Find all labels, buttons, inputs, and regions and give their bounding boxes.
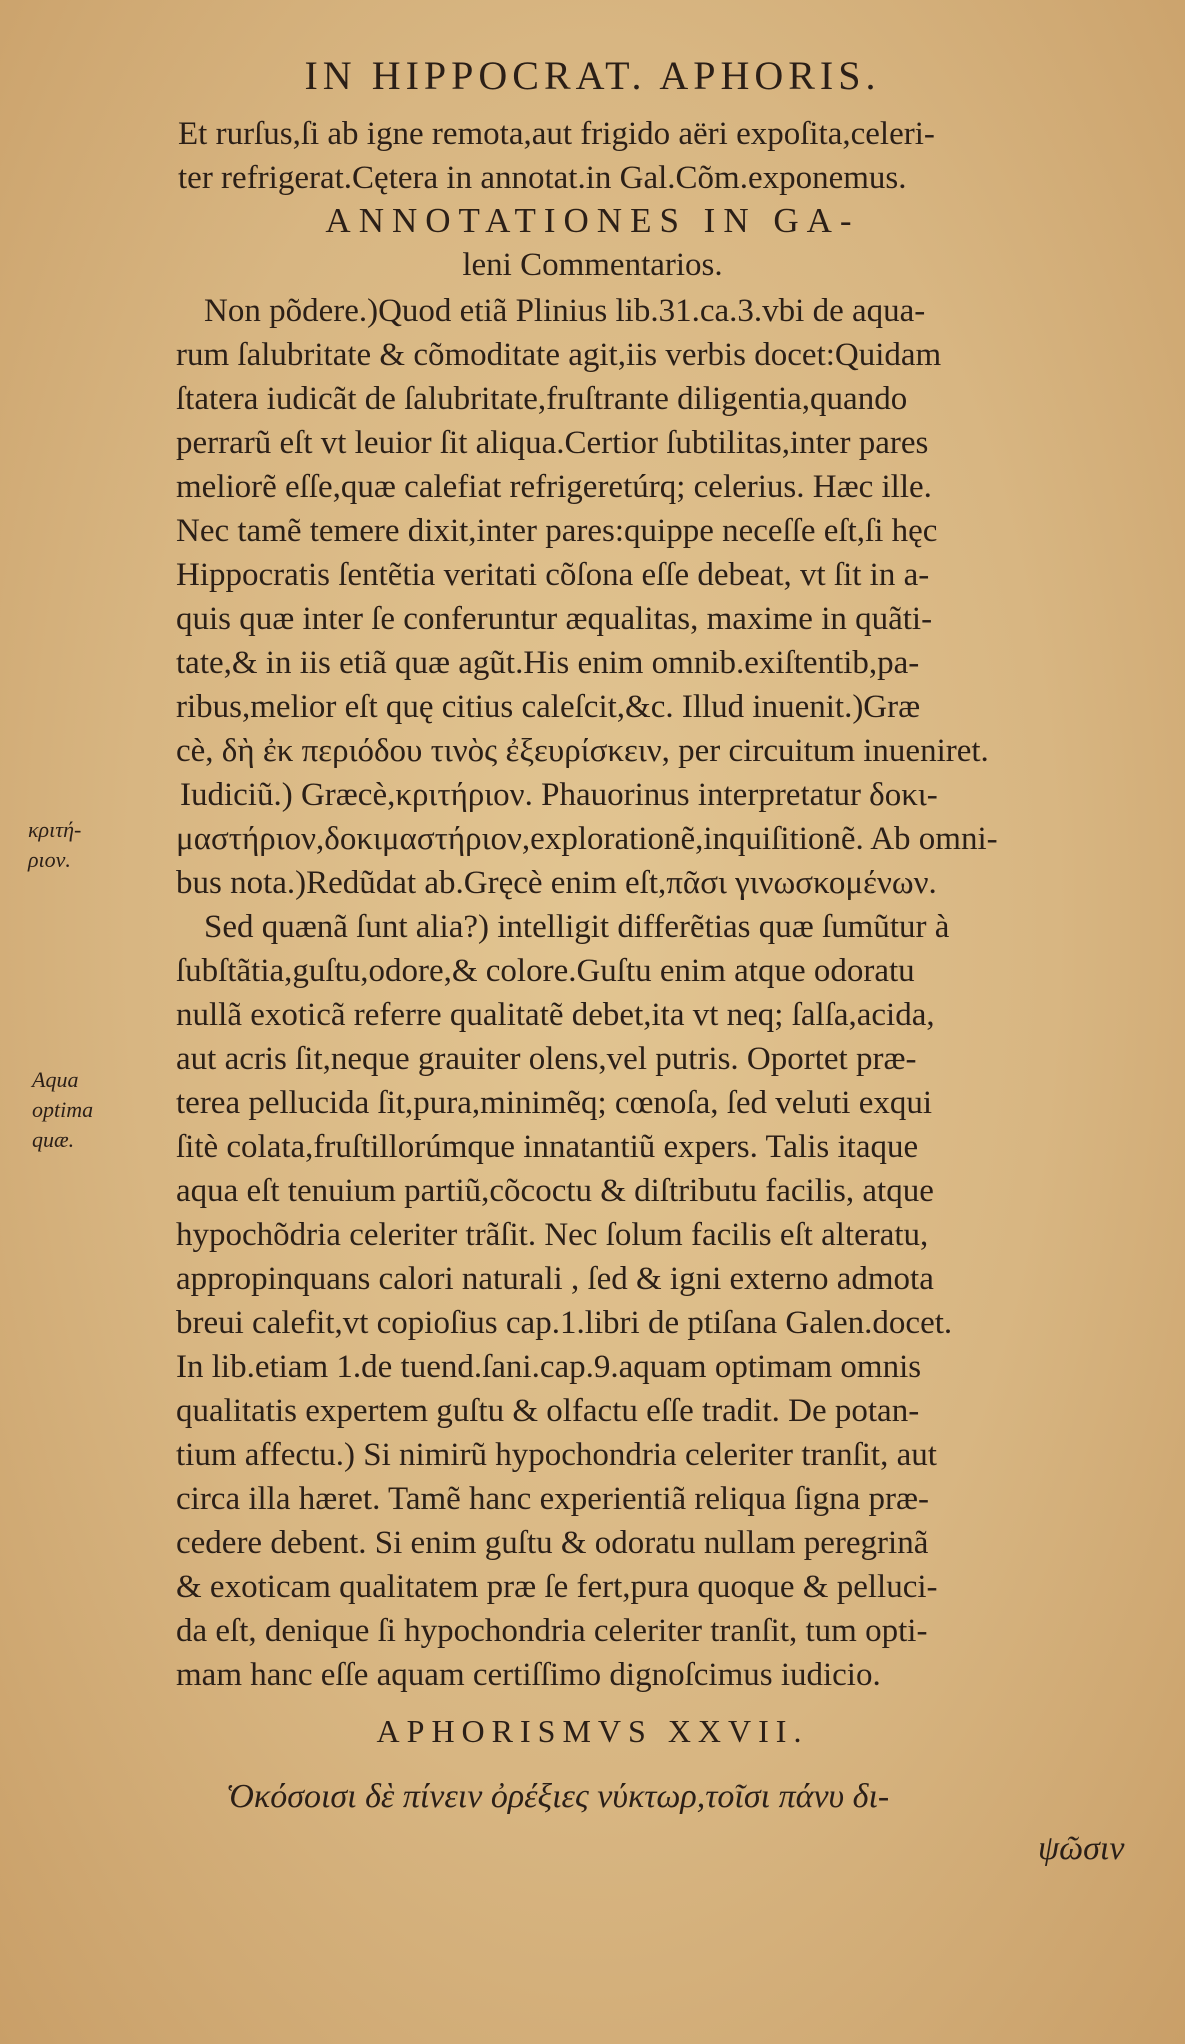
running-head: IN HIPPOCRAT. APHORIS. xyxy=(304,53,881,98)
margin-note-line: optima xyxy=(32,1097,94,1122)
text-line: appropinquans calori naturali , ſed & igni externo admota xyxy=(176,1261,934,1297)
text-line: aqua eſt tenuium partiũ,cõcoctu & diſtributu facilis, atque xyxy=(176,1173,934,1209)
text-line: Iudiciũ.) Græcè,κριτήριον. Phauorinus interpretatur δοκι- xyxy=(180,777,938,813)
section-subtitle: leni Commentarios. xyxy=(462,247,723,283)
text-line: In lib.etiam 1.de tuend.ſani.cap.9.aquam optimam omnis xyxy=(176,1349,922,1385)
text-line: Nec tamẽ temere dixit,inter pares:quippe neceſſe eſt,ſi hęc xyxy=(176,513,938,549)
text-line: mam hanc eſſe aquam certiſſimo dignoſcimus iudicio. xyxy=(176,1657,881,1693)
text-line: Hippocratis ſentẽtia veritati cõſona eſſe debeat, vt ſit in a- xyxy=(176,557,930,593)
text-line: aut acris ſit,neque grauiter olens,vel putris. Oportet præ- xyxy=(176,1041,917,1077)
margin-note-aqua-optima xyxy=(32,1065,93,1155)
text-line: Et rurſus,ſi ab igne remota,aut frigido aëri expoſita,celeri- xyxy=(178,116,935,152)
text-line: perrarũ eſt vt leuior ſit aliqua.Certior ſubtilitas,inter pares xyxy=(176,425,929,461)
text-line: cè, δὴ ἐκ περιόδου τινὸς ἐξευρίσκειν, per circuitum inueniret. xyxy=(176,733,989,769)
text-line: terea pellucida ſit,pura,minimẽq; cœnoſa, ſed veluti exqui xyxy=(176,1085,933,1121)
text-line: da eſt, denique ſi hypochondria celeriter tranſit, tum opti- xyxy=(176,1613,928,1649)
text-line: ſubſtãtia,guſtu,odore,& colore.Guſtu enim atque odoratu xyxy=(176,953,915,989)
text-line: tium affectu.) Si nimirũ hypochondria celeriter tranſit, aut xyxy=(176,1437,937,1473)
aphorism-heading: APHORISMVS XXVII. xyxy=(376,1713,809,1749)
text-line: ſitè colata,fruſtillorúmque innatantiũ expers. Talis itaque xyxy=(176,1129,919,1165)
margin-note-line: ριον. xyxy=(28,847,71,872)
text-line: bus nota.)Redũdat ab.Gręcè enim eſt,πᾶσι γινωσκομένων. xyxy=(176,865,937,901)
text-line: nullã exoticã referre qualitatẽ debet,ita vt neq; ſalſa,acida, xyxy=(176,997,935,1033)
text-line: Sed quænã ſunt alia?) intelligit differẽtias quæ ſumũtur à xyxy=(204,909,950,945)
text-line: qualitatis expertem guſtu & olfactu eſſe tradit. De potan- xyxy=(176,1393,920,1429)
text-line: hypochõdria celeriter trãſit. Nec ſolum facilis eſt alteratu, xyxy=(176,1217,929,1253)
margin-note-line: quæ. xyxy=(32,1127,75,1152)
text-line: cedere debent. Si enim guſtu & odoratu nullam peregrinã xyxy=(176,1525,929,1561)
text-line: breui calefit,vt copioſius cap.1.libri de ptiſana Galen.docet. xyxy=(176,1305,953,1341)
section-title: ANNOTATIONES IN GA- xyxy=(325,201,860,240)
text-line: ſtatera iudicãt de ſalubritate,fruſtrante diligentia,quando xyxy=(176,381,908,417)
text-line: ter refrigerat.Cętera in annotat.in Gal.Cõm.exponemus. xyxy=(178,160,907,196)
text-line: & exoticam qualitatem præ ſe fert,pura quoque & pelluci- xyxy=(176,1569,938,1605)
text-line: ribus,melior eſt quę citius caleſcit,&c. Illud inuenit.)Græ xyxy=(176,689,921,725)
margin-note-line: Aqua xyxy=(32,1067,79,1092)
text-line: circa illa hæret. Tamẽ hanc experientiã reliqua ſigna præ- xyxy=(176,1481,930,1517)
text-line: meliorẽ eſſe,quæ calefiat refrigeretúrq; celerius. Hæc ille. xyxy=(176,469,932,505)
text-line: Non põdere.)Quod etiã Plinius lib.31.ca.3.vbi de aqua- xyxy=(204,293,926,329)
margin-note-kriterion xyxy=(28,815,81,875)
margin-note-line: κριτή- xyxy=(28,817,82,842)
text-line: tate,& in iis etiã quæ agũt.His enim omnib.exiſtentib,pa- xyxy=(176,645,920,681)
text-line: rum ſalubritate & cõmoditate agit,iis verbis docet:Quidam xyxy=(176,337,942,373)
text-line: quis quæ inter ſe conferuntur æqualitas, maxime in quãti- xyxy=(176,601,933,637)
greek-text-line: Ὁκόσοισι δὲ πίνειν ὀρέξιες νύκτωρ,τοῖσι πάνυ δι- xyxy=(226,1778,890,1815)
greek-text-line: ψῶσιν xyxy=(1038,1830,1125,1867)
text-line: μαστήριον,δοκιμαστήριον,explorationẽ,inquiſitionẽ. Ab omni- xyxy=(176,821,998,857)
